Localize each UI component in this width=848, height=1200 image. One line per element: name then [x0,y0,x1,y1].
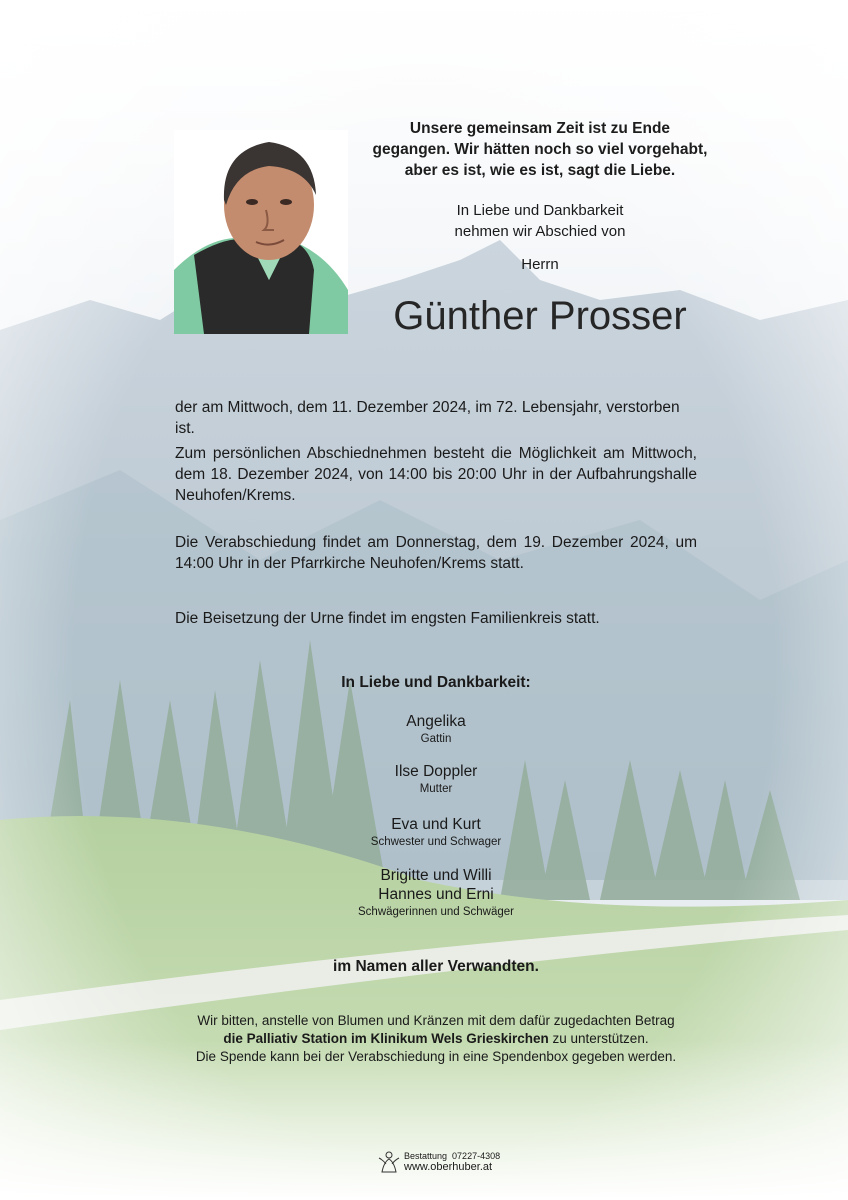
subtitle [360,200,720,242]
burial-paragraph: Die Beisetzung der Urne findet im engsten Familienkreis statt. [175,610,600,627]
family-entry [175,815,697,850]
family-heading: In Liebe und Dankbarkeit: [341,674,531,691]
donation-line-2-rest: zu unterstützen. [548,1031,649,1046]
salutation: Herrn [521,256,559,273]
angel-logo-icon [378,1150,400,1174]
family-name: Hannes und Erni [378,886,494,903]
family-relation: Gattin [420,733,452,745]
farewell-paragraph: Die Verabschiedung findet am Donnerstag, dem 19. Dezember 2024, um 14:00 Uhr in der Pfarrkirche Neuhofen/Krems statt. [175,534,697,572]
footer-phone: 07227-4308 [452,1151,501,1161]
family-entry [175,762,697,797]
family-entry [175,866,697,920]
portrait-photo [174,130,348,334]
family-name: Angelika [406,713,466,730]
funeral-home-footer [378,1148,500,1176]
subtitle-line-1: In Liebe und Dankbarkeit [456,202,624,219]
family-relation: Mutter [419,783,453,795]
subtitle-line-2: nehmen wir Abschied von [454,223,626,240]
death-paragraph: der am Mittwoch, dem 11. Dezember 2024, im 72. Lebensjahr, verstorben ist. [175,399,680,437]
donation-note [120,1012,752,1066]
family-relation: Schwägerinnen und Schwäger [358,906,514,918]
closing-line: im Namen aller Verwandten. [333,958,539,975]
donation-line-2 [120,1030,752,1048]
footer-company: Bestattung [404,1151,448,1161]
intro-line-2: gegangen. Wir hätten noch so viel vorgehabt, [372,141,708,158]
donation-recipient: die Palliativ Station im Klinikum Wels Grieskirchen [223,1031,549,1046]
viewing-paragraph: Zum persönlichen Abschiednehmen besteht die Möglichkeit am Mittwoch, dem 18. Dezember 2024, von 14:00 bis 20:00 Uhr in der Aufbahrungshalle Neuhofen/Krems. [175,445,697,504]
deceased-name: Günther Prosser [393,294,687,338]
donation-line-1: Wir bitten, anstelle von Blumen und Kränzen mit dem dafür zugedachten Betrag [197,1013,675,1028]
family-entry [175,712,697,747]
intro-line-3: aber es ist, wie es ist, sagt die Liebe. [404,162,676,179]
intro-line-1: Unsere gemeinsam Zeit ist zu Ende [409,120,671,137]
family-name: Eva und Kurt [391,816,481,833]
intro-quote [360,118,720,181]
footer-website[interactable]: www.oberhuber.at [404,1161,493,1173]
family-name: Brigitte und Willi [380,867,492,884]
family-name: Ilse Doppler [394,763,478,780]
donation-line-3: Die Spende kann bei der Verabschiedung in eine Spendenbox gegeben werden. [195,1049,677,1064]
family-relation: Schwester und Schwager [370,836,502,848]
